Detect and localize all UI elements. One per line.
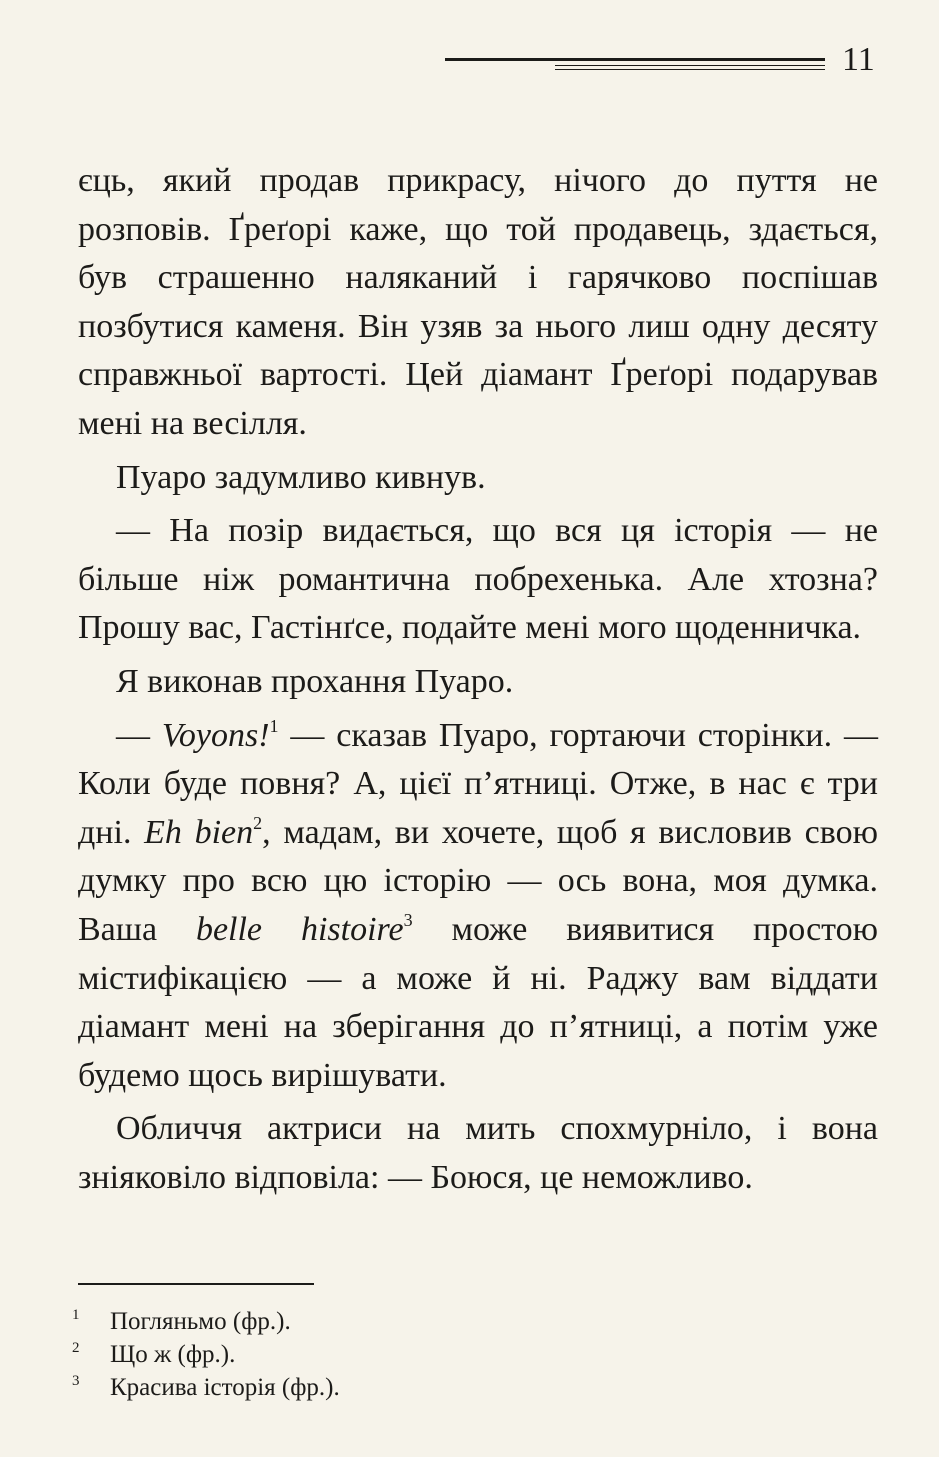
paragraph-5-text-3: може виявитися простою містифікацією — а може й ні. Раджу вам віддати діамант мені на зберігання до п’ятниці, а потім уже будемо щось вирішувати.	[78, 910, 878, 1094]
dash: —	[116, 716, 162, 754]
paragraph-5-text-2: , мадам, ви хочете, щоб я висловив свою думку про всю цю історію — ось вона, моя думка. Ваша	[78, 813, 878, 948]
paragraph-1: єць, який продав прикрасу, нічого до пуття не розповів. Ґреґорі каже, що той продавець, здається, був страшенно наляканий і гарячково поспішав позбутися каменя. Він узяв за нього лиш одну десяту справжньої вартості. Цей діамант Ґреґорі подарував мені на весілля.	[78, 162, 878, 442]
footnote-ref-1: 1	[269, 715, 279, 736]
footnote-ref-3: 3	[403, 909, 413, 930]
footnote-2	[72, 1338, 572, 1371]
header-rule	[445, 58, 825, 72]
paragraph-4: Я виконав прохання Пуаро.	[116, 662, 514, 700]
footnote-3	[72, 1371, 572, 1404]
footnote-1	[72, 1305, 572, 1338]
footnote-mark: 3	[72, 1373, 80, 1389]
paragraph-3: — На позір видається, що вся ця історія — не більше ніж романтична побрехенька. Але хтозна? Прошу вас, Гастінґсе, подайте мені мого щоденничка.	[78, 512, 878, 647]
page-number: 11	[842, 41, 875, 78]
header-rule-thick-line	[445, 58, 825, 61]
paragraph-2: Пуаро задумливо кивнув.	[116, 458, 486, 496]
paragraph-6: Обличчя актриси на мить спохмурніло, і вона зніяковіло відповіла: — Боюся, це неможливо.	[78, 1110, 878, 1196]
foreign-phrase-belle-histoire: belle histoire	[195, 910, 404, 948]
body-text	[78, 157, 878, 1202]
header-rule-thin-line	[555, 69, 825, 70]
paragraph-5-text-1: — сказав Пуаро, гортаючи сторінки. — Коли буде повня? А, цієї п’ятниці. Отже, в нас є три дні.	[78, 716, 878, 851]
footnote-separator	[78, 1283, 314, 1285]
footnote-mark: 2	[72, 1340, 80, 1356]
footnote-mark: 1	[72, 1307, 80, 1323]
foreign-phrase-eh-bien: Eh bien	[144, 813, 254, 851]
footnotes	[72, 1305, 572, 1404]
footnote-ref-2: 2	[253, 812, 263, 833]
paragraph-5	[78, 712, 878, 1101]
footnote-text: Що ж (фр.).	[110, 1341, 236, 1368]
header-rule-thin-line	[555, 65, 825, 66]
footnote-text: Погляньмо (фр.).	[110, 1308, 291, 1335]
footnote-text: Красива історія (фр.).	[110, 1374, 340, 1401]
foreign-phrase-voyons: Voyons!	[161, 716, 270, 754]
